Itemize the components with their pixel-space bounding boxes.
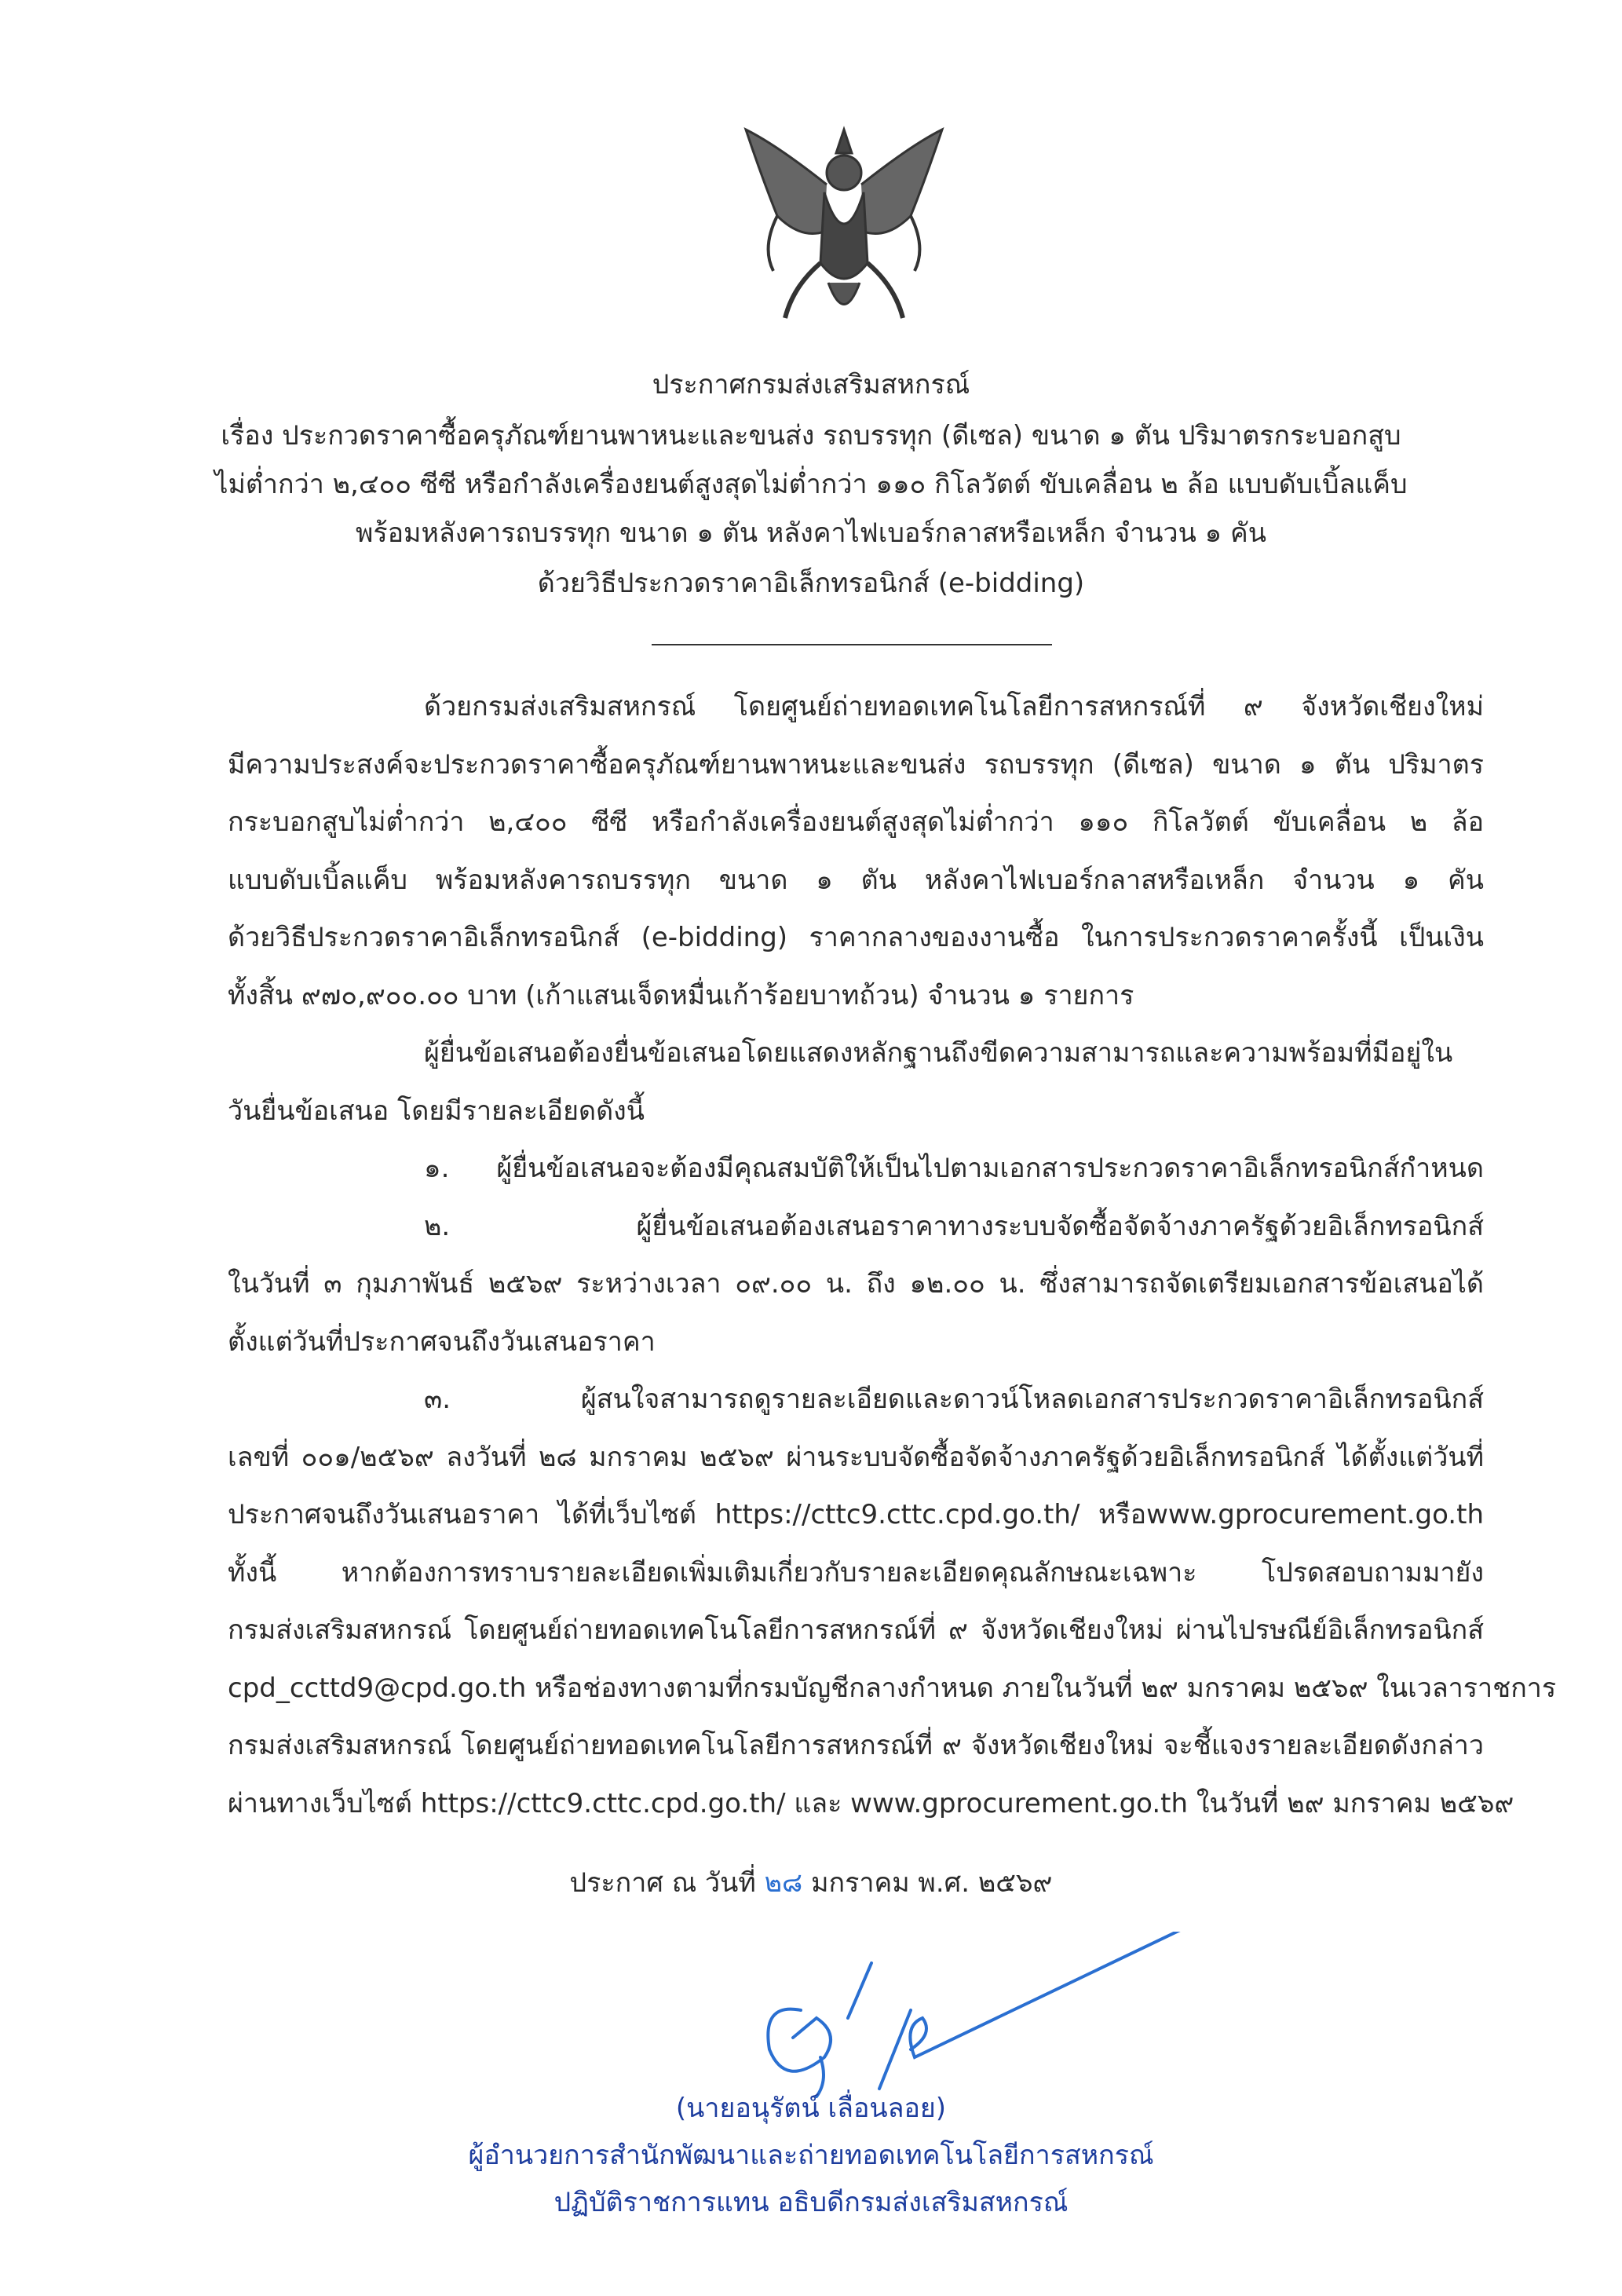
body-text-line: ๒. ผู้ยื่นข้อเสนอต้องเสนอราคาทางระบบจัดซื้อจัดจ้างภาครัฐด้วยอิเล็กทรอนิกส์ [424,1210,1484,1242]
body-text-line: ด้วยวิธีประกวดราคาอิเล็กทรอนิกส์ (e-bidding) ราคากลางของงานซื้อ ในการประกวดราคาครั้งนี้ เป็นเงิน [228,922,1484,953]
body-text-line: กระบอกสูบไม่ต่ำกว่า ๒,๔๐๐ ซีซี หรือกำลังเครื่องยนต์สูงสุดไม่ต่ำกว่า ๑๑๐ กิโลวัตต์ ขับเคลื่อน ๒ ล้อ [228,806,1484,838]
body-text-line: ๓. ผู้สนใจสามารถดูรายละเอียดและดาวน์โหลดเอกสารประกวดราคาอิเล็กทรอนิกส์ [424,1384,1484,1415]
subject-line: ด้วยวิธีประกวดราคาอิเล็กทรอนิกส์ (e-bidding) [537,568,1085,599]
handwritten-signature [754,1932,1225,2108]
body-text-line: แบบดับเบิ้ลแค็บ พร้อมหลังคารถบรรทุก ขนาด ๑ ตัน หลังคาไฟเบอร์กลาสหรือเหล็ก จำนวน ๑ คัน [228,864,1484,896]
body-text-line: ในวันที่ ๓ กุมภาพันธ์ ๒๕๖๙ ระหว่างเวลา ๐๙.๐๐ น. ถึง ๑๒.๐๐ น. ซึ่งสามารถจัดเตรียมเอกสารข้อเสนอได้ [228,1268,1484,1300]
body-text-line: กรมส่งเสริมสหกรณ์ โดยศูนย์ถ่ายทอดเทคโนโลยีการสหกรณ์ที่ ๙ จังหวัดเชียงใหม่ จะชี้แจงรายละเอียดดังกล่าว [228,1730,1484,1761]
announcement-agency-title: ประกาศกรมส่งเสริมสหกรณ์ [652,369,970,400]
date-prefix: ประกาศ ณ วันที่ [569,1867,756,1899]
subject-line: พร้อมหลังคารถบรรทุก ขนาด ๑ ตัน หลังคาไฟเบอร์กลาสหรือเหล็ก จำนวน ๑ คัน [355,517,1267,549]
body-text-line: เลขที่ ๐๐๑/๒๕๖๙ ลงวันที่ ๒๘ มกราคม ๒๕๖๙ ผ่านระบบจัดซื้อจัดจ้างภาครัฐด้วยอิเล็กทรอนิกส์ ได้ตั้งแต่วันที่ [228,1441,1484,1473]
date-day: ๒๘ [764,1867,803,1899]
subject-line: เรื่อง ประกวดราคาซื้อครุภัณฑ์ยานพาหนะและขนส่ง รถบรรทุก (ดีเซล) ขนาด ๑ ตัน ปริมาตรกระบอกสูบ [221,420,1401,452]
header-divider [652,644,1052,645]
garuda-emblem [730,114,958,334]
body-text-line: ผู้ยื่นข้อเสนอต้องยื่นข้อเสนอโดยแสดงหลักฐานถึงขีดความสามารถและความพร้อมที่มีอยู่ใน [424,1037,1453,1069]
body-text-line: ๑. ผู้ยื่นข้อเสนอจะต้องมีคุณสมบัติให้เป็นไปตามเอกสารประกวดราคาอิเล็กทรอนิกส์กำหนด [424,1153,1484,1184]
signer-position: ผู้อำนวยการสำนักพัฒนาและถ่ายทอดเทคโนโลยีการสหกรณ์ [468,2140,1154,2171]
body-text-line: ทั้งสิ้น ๙๗๐,๙๐๐.๐๐ บาท (เก้าแสนเจ็ดหมื่นเก้าร้อยบาทถ้วน) จำนวน ๑ รายการ [228,979,1134,1011]
body-text-line: มีความประสงค์จะประกวดราคาซื้อครุภัณฑ์ยานพาหนะและขนส่ง รถบรรทุก (ดีเซล) ขนาด ๑ ตัน ปริมาตร [228,748,1484,781]
signer-name: (นายอนุรัตน์ เลื่อนลอย) [675,2093,947,2124]
body-text-line: ทั้งนี้ หากต้องการทราบรายละเอียดเพิ่มเติมเกี่ยวกับรายละเอียดคุณลักษณะเฉพาะ โปรดสอบถามมายัง [228,1556,1484,1589]
body-text-line: ด้วยกรมส่งเสริมสหกรณ์ โดยศูนย์ถ่ายทอดเทคโนโลยีการสหกรณ์ที่ ๙ จังหวัดเชียงใหม่ [424,691,1484,722]
subject-line: ไม่ต่ำกว่า ๒,๔๐๐ ซีซี หรือกำลังเครื่องยนต์สูงสุดไม่ต่ำกว่า ๑๑๐ กิโลวัตต์ ขับเคลื่อน ๒ ล้อ แบบดับเบิ้ลแค็บ [214,469,1408,500]
body-text-line: ตั้งแต่วันที่ประกาศจนถึงวันเสนอราคา [228,1325,656,1358]
body-text-line: ประกาศจนถึงวันเสนอราคา ได้ที่เว็บไซต์ https://cttc9.cttc.cpd.go.th/ หรือwww.gprocurement.go.th [228,1499,1484,1530]
signer-acting-on-behalf: ปฏิบัติราชการแทน อธิบดีกรมส่งเสริมสหกรณ์ [553,2187,1069,2218]
body-text-line: cpd_ccttd9@cpd.go.th หรือช่องทางตามที่กรมบัญชีกลางกำหนด ภายในวันที่ ๒๙ มกราคม ๒๕๖๙ ในเวลาราชการ [228,1672,1557,1704]
body-text-line: วันยื่นข้อเสนอ โดยมีรายละเอียดดังนี้ [228,1095,645,1127]
announcement-date [0,1861,1622,1903]
body-text-line: กรมส่งเสริมสหกรณ์ โดยศูนย์ถ่ายทอดเทคโนโลยีการสหกรณ์ที่ ๙ จังหวัดเชียงใหม่ ผ่านไปรษณีย์อิเล็กทรอนิกส์ [228,1614,1484,1646]
date-suffix: มกราคม พ.ศ. ๒๕๖๙ [811,1867,1053,1899]
body-text-line: ผ่านทางเว็บไซต์ https://cttc9.cttc.cpd.go.th/ และ www.gprocurement.go.th ในวันที่ ๒๙ มกราคม ๒๕๖๙ [228,1787,1514,1819]
